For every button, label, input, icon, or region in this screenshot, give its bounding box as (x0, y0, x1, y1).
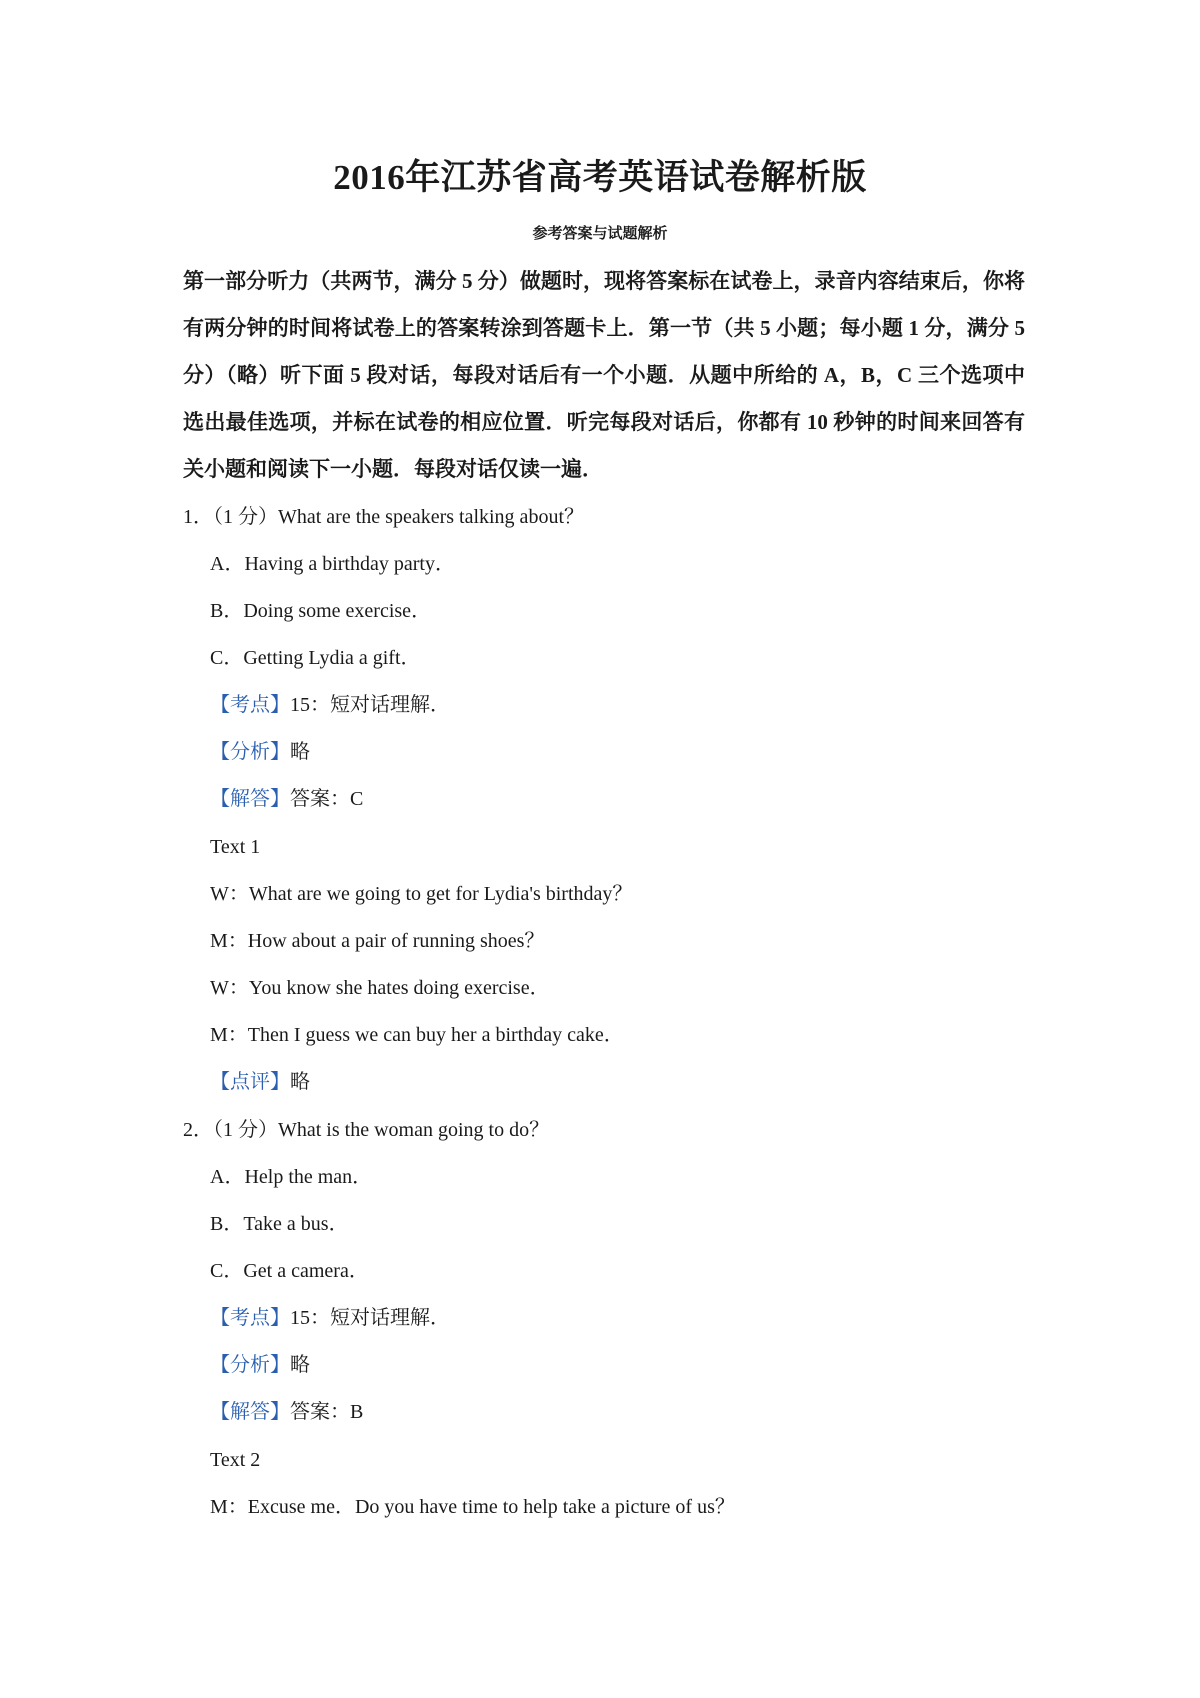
question-1-text-label: Text 1 (210, 836, 261, 858)
jieda-tag: 【解答】 (210, 1401, 290, 1423)
fenxi-tag: 【分析】 (210, 1354, 290, 1376)
fenxi-text: 略 (290, 1354, 310, 1376)
intro-paragraph: 第一部分听力（共两节，满分 5 分）做题时，现将答案标在试卷上，录音内容结束后，你将有两分钟的时间将试卷上的答案转涂到答题卡上．第一节（共 5 小题；每小题 1 分，满分 5 分）（略）听下面 5 段对话，每段对话后有一个小题．从题中所给的 A，B，C 三个选项中选出最佳选项，并标在试卷的相应位置．听完每段对话后，你都有 10 秒钟的时间来回答有关小题和阅读下一小题．每段对话仅读一遍． (183, 269, 1025, 481)
question-1-option-a: A．Having a birthday party． (210, 553, 455, 575)
fenxi-text: 略 (290, 741, 310, 763)
question-1-option-b: B．Doing some exercise． (210, 600, 432, 622)
question-1-dialogue-line: W：What are we going to get for Lydia's birthday？ (210, 883, 633, 905)
question-1-stem: 1．（1 分）What are the speakers talking about？ (183, 506, 584, 528)
question-1-kaodian (210, 691, 450, 719)
question-2-option-b: B．Take a bus． (210, 1213, 349, 1235)
jieda-text: 答案：C (290, 788, 364, 810)
dianping-tag: 【点评】 (210, 1071, 290, 1093)
question-2-option-c: C．Get a camera． (210, 1260, 369, 1282)
question-2-stem: 2．（1 分）What is the woman going to do？ (183, 1119, 550, 1141)
question-1-dianping (210, 1068, 310, 1096)
question-1-jieda (210, 785, 363, 813)
question-2-text-label: Text 2 (210, 1449, 261, 1471)
dianping-text: 略 (290, 1071, 310, 1093)
question-1-dialogue-line: M：How about a pair of running shoes？ (210, 930, 545, 952)
fenxi-tag: 【分析】 (210, 741, 290, 763)
question-2-jieda (210, 1398, 363, 1426)
kaodian-text: 15：短对话理解． (290, 694, 450, 716)
question-1-option-c: C．Getting Lydia a gift． (210, 647, 421, 669)
kaodian-tag: 【考点】 (210, 1307, 290, 1329)
question-2-kaodian (210, 1304, 450, 1332)
page-title: 2016年江苏省高考英语试卷解析版 (333, 158, 867, 197)
question-2-fenxi (210, 1351, 310, 1379)
kaodian-text: 15：短对话理解． (290, 1307, 450, 1329)
question-2-option-a: A．Help the man． (210, 1166, 373, 1188)
question-1-fenxi (210, 738, 310, 766)
question-1-dialogue-line: W：You know she hates doing exercise． (210, 977, 550, 999)
page-subtitle: 参考答案与试题解析 (532, 226, 668, 242)
kaodian-tag: 【考点】 (210, 694, 290, 716)
question-1-dialogue-line: M：Then I guess we can buy her a birthday cake． (210, 1024, 624, 1046)
jieda-text: 答案：B (290, 1401, 364, 1423)
jieda-tag: 【解答】 (210, 788, 290, 810)
question-2-dialogue-line: M：Excuse me．Do you have time to help take a picture of us？ (210, 1496, 735, 1518)
